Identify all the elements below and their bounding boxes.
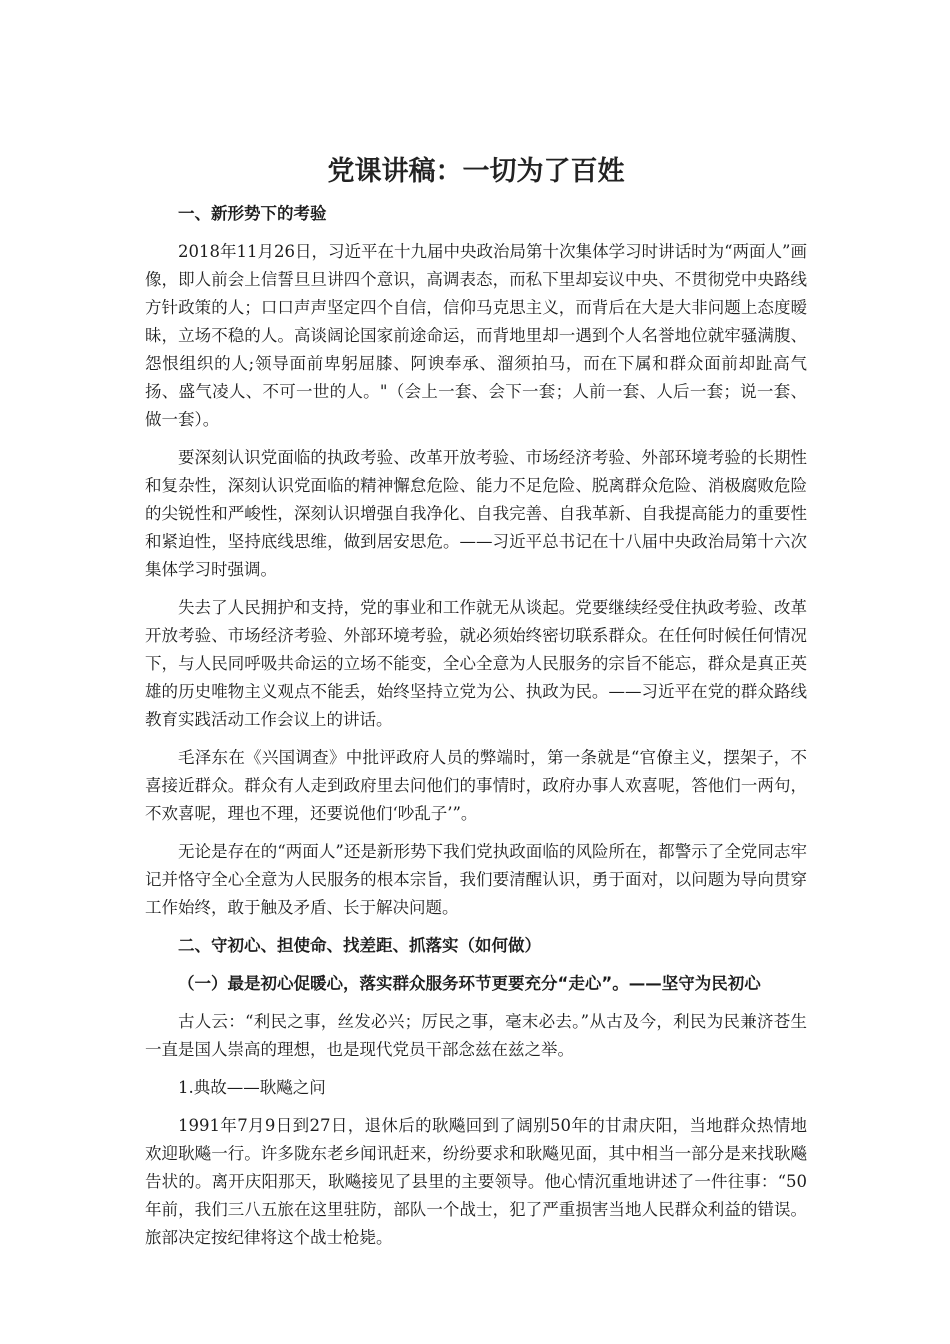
paragraph: 失去了人民拥护和支持，党的事业和工作就无从谈起。党要继续经受住执政考验、改革开放考验、市场经济考验、外部环境考验，就必须始终密切联系群众。在任何时候任何情况下，与人民同呼吸共命运的立场不能变，全心全意为人民服务的宗旨不能忘，群众是真正英雄的历史唯物主义观点不能丢，始终坚持立党为公、执政为民。——习近平在党的群众路线教育实践活动工作会议上的讲话。 [145,598,807,729]
list-item-heading: 1.典故——耿飚之问 [178,1078,326,1097]
paragraph: 要深刻认识党面临的执政考验、改革开放考验、市场经济考验、外部环境考验的长期性和复杂性，深刻认识党面临的精神懈怠危险、能力不足危险、脱离群众危险、消极腐败危险的尖锐性和严峻性，深刻认识增强自我净化、自我完善、自我革新、自我提高能力的重要性和紧迫性，坚持底线思维，做到居安思危。——习近平总书记在十八届中央政治局第十六次集体学习时强调。 [145,448,807,579]
document-page [145,150,807,1262]
paragraph: 1991年7月9日到27日，退休后的耿飚回到了阔别50年的甘肃庆阳，当地群众热情地欢迎耿飚一行。许多陇东老乡闻讯赶来，纷纷要求和耿飚见面，其中相当一部分是来找耿飚告状的。离开庆阳那天，耿飚接见了县里的主要领导。他心情沉重地讲述了一件往事：“50年前，我们三八五旅在这里驻防，部队一个战士，犯了严重损害当地人民群众利益的错误。旅部决定按纪律将这个战士枪毙。 [145,1116,807,1247]
document-title: 党课讲稿：一切为了百姓 [327,156,625,187]
subsection-heading: （一）最是初心促暖心，落实群众服务环节更要充分“走心”。——坚守为民初心 [178,974,761,993]
paragraph: 毛泽东在《兴国调查》中批评政府人员的弊端时，第一条就是“官僚主义，摆架子，不喜接近群众。群众有人走到政府里去问他们的事情时，政府办事人欢喜呢，答他们一两句，不欢喜呢，理也不理，还要说他们‘吵乱子’”。 [145,748,807,823]
paragraph: 古人云：“利民之事，丝发必兴；厉民之事，毫末必去。”从古及今，利民为民兼济苍生一直是国人崇高的理想，也是现代党员干部念兹在兹之举。 [145,1012,807,1059]
section-heading-1: 一、新形势下的考验 [178,204,327,223]
paragraph: 无论是存在的“两面人”还是新形势下我们党执政面临的风险所在，都警示了全党同志牢记并恪守全心全意为人民服务的根本宗旨，我们要清醒认识，勇于面对，以问题为导向贯穿工作始终，敢于触及矛盾、长于解决问题。 [145,842,807,917]
paragraph: 2018年11月26日，习近平在十九届中央政治局第十次集体学习时讲话时为“两面人”画像，即人前会上信誓旦旦讲四个意识，高调表态，而私下里却妄议中央、不贯彻党中央路线方针政策的人；口口声声坚定四个自信，信仰马克思主义，而背后在大是大非问题上态度暧昧，立场不稳的人。高谈阔论国家前途命运，而背地里却一遇到个人名誉地位就牢骚满腹、怨恨组织的人;领导面前卑躬屈膝、阿谀奉承、溜须拍马，而在下属和群众面前却趾高气扬、盛气凌人、不可一世的人。"（会上一套、会下一套；人前一套、人后一套；说一套、做一套）。 [145,242,807,429]
section-heading-2: 二、守初心、担使命、找差距、抓落实（如何做） [178,936,541,955]
